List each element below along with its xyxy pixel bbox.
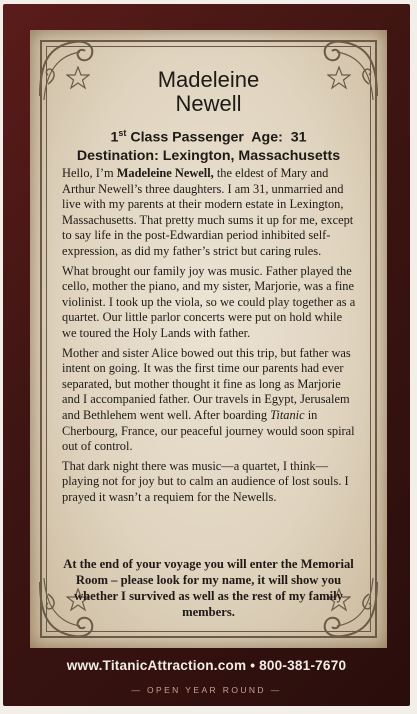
passenger-card	[3, 4, 410, 706]
passenger-first-name: Madeleine	[157, 67, 260, 92]
biography-text	[62, 166, 359, 509]
star-icon	[66, 66, 90, 90]
ship-name: Titanic	[270, 407, 305, 422]
paragraph-intro: Hello, I’m Madeleine Newell, the eldest of Mary and Arthur Newell’s three daughters. I am 31, unmarried and live with my parents at their modern estate in Lexington, Massachusetts. That pretty much sums it up for me, except to say life in the post-Edwardian period inhibited self-expression, as did my father’s strict but caring rules.	[62, 166, 354, 258]
name-emphasis: Madeleine Newell,	[116, 166, 214, 180]
destination-line: Destination: Lexington, Massachusetts	[76, 147, 341, 164]
class-number: 1	[110, 129, 119, 146]
paragraph-night: That dark night there was music—a quartet, I think—playing not for joy but to calm an audience of lost souls. I prayed it wasn’t a requiem for the Newells.	[62, 458, 349, 504]
passenger-name	[90, 68, 327, 116]
paragraph-voyage: Mother and sister Alice bowed out this trip, but father was intent on going. It was the first time our parents had ever separated, but mother thought it fine as long as Marjorie and I accompanied father. Our travels in Egypt, Jerusalem and Bethlehem went well. After boarding Titanic in Cherbourg, France, our peaceful journey would soon spiral out of control.	[62, 345, 355, 454]
website-phone-line: www.TitanicAttraction.com • 800-381-7670	[66, 658, 347, 673]
parchment-panel	[30, 30, 387, 648]
passenger-info	[50, 124, 367, 165]
class-ordinal: st	[118, 128, 127, 138]
class-age-line	[50, 124, 367, 147]
class-age-text: Class Passenger Age: 31	[126, 129, 307, 146]
open-year-round: — OPEN YEAR ROUND —	[131, 685, 282, 695]
paragraph-music: What brought our family joy was music. Father played the cello, mother the piano, and my sister, Marjorie, was a fine violinist. I took up the viola, so we could play together as a quartet. Our little parlor concerts were put on hold while we toured the Holy Lands with father.	[62, 263, 356, 340]
memorial-room-note: At the end of your voyage you will enter the Memorial Room – please look for my name, it will show you whether I survived as well as the rest of my family members.	[63, 557, 354, 619]
passenger-last-name: Newell	[175, 91, 242, 116]
star-icon	[327, 66, 351, 90]
